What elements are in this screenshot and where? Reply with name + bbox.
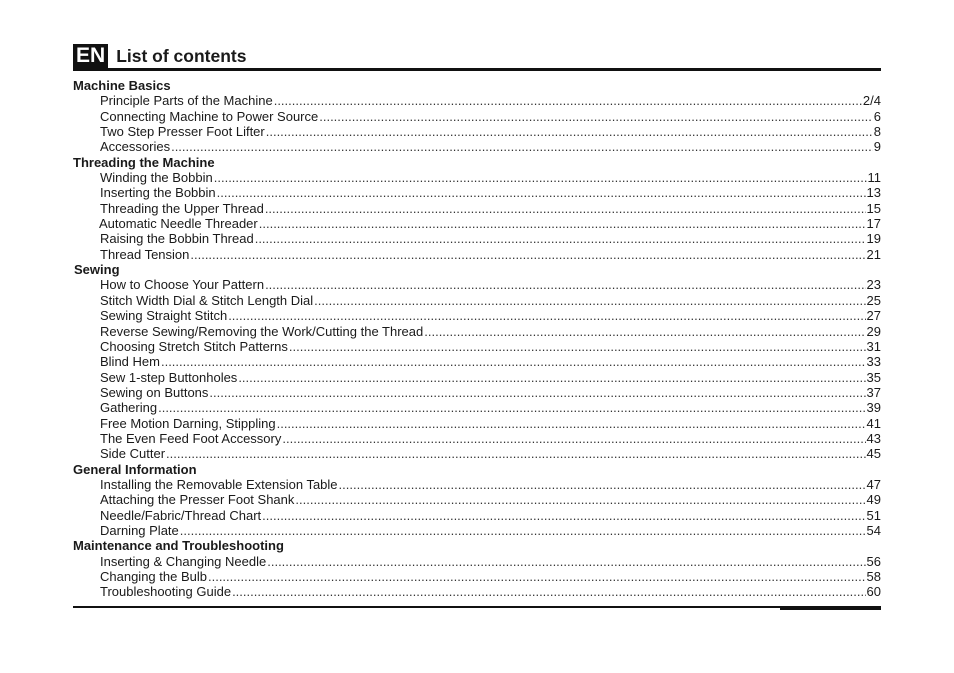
toc-entry[interactable] [73, 308, 881, 323]
dot-leader [339, 477, 866, 492]
toc-entry-title: How to Choose Your Pattern [100, 277, 265, 293]
dot-leader [274, 93, 862, 108]
toc-entry-title: Reverse Sewing/Removing the Work/Cutting the Thread [100, 323, 424, 339]
toc-entry-page: 60 [866, 584, 881, 600]
toc-entry-page: 19 [866, 231, 881, 247]
toc-entry-page: 27 [866, 308, 881, 324]
toc-entry[interactable] [73, 446, 881, 461]
toc-entry-title: Automatic Needle Threader [99, 216, 258, 232]
dot-leader [166, 446, 865, 461]
dot-leader [180, 523, 866, 538]
toc-entry-page: 47 [866, 476, 881, 492]
dot-leader [424, 324, 865, 339]
dot-leader [282, 431, 865, 446]
toc-entry-title: Attaching the Presser Foot Shank [100, 492, 295, 508]
toc-entry-page: 56 [866, 553, 881, 569]
toc-entry-title: The Even Feed Foot Accessory [100, 430, 282, 446]
toc-entry-title: Choosing Stretch Stitch Patterns [100, 338, 288, 354]
toc-entry-title: Side Cutter [100, 446, 166, 462]
toc-entry-title: Sewing Straight Stitch [100, 308, 228, 324]
toc-entry-title: Thread Tension [100, 246, 190, 262]
toc-entry-title: Stitch Width Dial & Stitch Length Dial [100, 292, 314, 308]
toc-entry-page: 11 [867, 170, 881, 186]
section-heading-general-information: General Information [73, 461, 197, 477]
toc-entry-page: 23 [866, 277, 881, 293]
toc-entry[interactable] [73, 231, 881, 246]
toc-entry[interactable] [73, 124, 881, 139]
toc-entry-page: 45 [866, 446, 881, 462]
toc-entry[interactable] [73, 554, 881, 569]
toc-entry-title: Inserting & Changing Needle [100, 553, 267, 569]
dot-leader [262, 508, 865, 523]
toc-entry[interactable] [73, 93, 881, 108]
toc-entry[interactable] [73, 354, 881, 369]
dot-leader [255, 231, 866, 246]
toc-entry-title: Free Motion Darning, Stippling [100, 415, 276, 431]
toc-entry-page: 13 [866, 185, 881, 201]
dot-leader [265, 201, 866, 216]
toc-entry-title: Two Step Presser Foot Lifter [100, 124, 265, 140]
toc-entry[interactable] [73, 492, 881, 507]
dot-leader [217, 185, 866, 200]
dot-leader [314, 293, 865, 308]
toc-entry[interactable] [73, 339, 881, 354]
dot-leader [171, 139, 873, 154]
dot-leader [228, 308, 865, 323]
toc-entry-page: 51 [866, 507, 881, 523]
toc-entry-title: Winding the Bobbin [100, 170, 213, 186]
toc-entry[interactable] [73, 523, 881, 538]
dot-leader [214, 170, 867, 185]
toc-entry-title: Installing the Removable Extension Table [100, 476, 338, 492]
toc-entry-page: 9 [873, 139, 881, 155]
page-title: List of contents [116, 46, 247, 66]
toc-entry-title: Sew 1-step Buttonholes [100, 369, 238, 385]
toc-entry[interactable] [73, 569, 881, 584]
toc-entry[interactable] [73, 400, 881, 415]
toc-entry-page: 8 [873, 124, 881, 140]
toc-entry-page: 17 [866, 216, 881, 232]
toc-entry-page: 15 [866, 200, 881, 216]
toc-entry-title: Darning Plate [100, 522, 179, 538]
toc-entry[interactable] [73, 170, 881, 185]
toc-entry[interactable] [73, 185, 881, 200]
dot-leader [265, 277, 865, 292]
toc-entry[interactable] [73, 201, 881, 216]
toc-entry-title: Principle Parts of the Machine [100, 93, 273, 109]
toc-entry[interactable] [73, 109, 881, 124]
toc-entry[interactable] [73, 293, 881, 308]
toc-entry-title: Inserting the Bobbin [100, 185, 216, 201]
toc-entry[interactable] [73, 324, 881, 339]
toc-entry-page: 25 [866, 292, 881, 308]
toc-entry-page: 43 [866, 430, 881, 446]
toc-entry[interactable] [73, 416, 881, 431]
toc-entry[interactable] [73, 247, 881, 262]
dot-leader [232, 584, 865, 599]
toc-entry-title: Needle/Fabric/Thread Chart [100, 507, 262, 523]
toc-entry[interactable] [73, 139, 881, 154]
dot-leader [259, 216, 866, 231]
toc-entry-title: Blind Hem [100, 354, 160, 370]
dot-leader [209, 385, 865, 400]
toc-entry-page: 49 [866, 492, 881, 508]
dot-leader [158, 400, 865, 415]
dot-leader [208, 569, 866, 584]
dot-leader [267, 554, 865, 569]
toc-entry[interactable] [73, 216, 881, 231]
toc-entry-title: Troubleshooting Guide [100, 584, 232, 600]
toc-entry-title: Threading the Upper Thread [100, 200, 264, 216]
toc-entry-title: Sewing on Buttons [100, 384, 209, 400]
footer-rule-accent [780, 606, 881, 610]
toc-entry[interactable] [73, 277, 881, 292]
toc-entry[interactable] [73, 508, 881, 523]
dot-leader [319, 109, 873, 124]
toc-entry-page: 54 [866, 522, 881, 538]
toc-entry-page: 31 [866, 338, 881, 354]
section-heading-sewing: Sewing [74, 262, 120, 278]
dot-leader [161, 354, 866, 369]
dot-leader [289, 339, 866, 354]
toc-entry[interactable] [73, 584, 881, 599]
footer-rule [73, 606, 881, 608]
page-header [73, 44, 881, 68]
toc-entry[interactable] [73, 370, 881, 385]
dot-leader [277, 416, 866, 431]
dot-leader [190, 247, 865, 262]
toc-entry-page: 6 [873, 108, 881, 124]
header-rule [73, 68, 881, 71]
toc-entry-page: 37 [866, 384, 881, 400]
toc-entry[interactable] [73, 477, 881, 492]
toc-entry-page: 58 [866, 569, 881, 584]
toc-entry-title: Accessories [100, 139, 171, 155]
toc-entry-title: Raising the Bobbin Thread [100, 231, 254, 247]
language-badge: EN [73, 44, 108, 68]
table-of-contents [73, 78, 881, 600]
toc-entry[interactable] [73, 431, 881, 446]
toc-entry-title: Changing the Bulb [100, 569, 207, 584]
toc-entry-title: Connecting Machine to Power Source [100, 108, 319, 124]
toc-entry-page: 2/4 [862, 93, 881, 109]
toc-entry-page: 35 [866, 369, 881, 385]
toc-entry-page: 29 [866, 323, 881, 339]
toc-entry-page: 33 [866, 354, 881, 370]
dot-leader [295, 492, 865, 507]
toc-entry[interactable] [73, 385, 881, 400]
toc-entry-page: 21 [866, 246, 881, 262]
toc-entry-page: 41 [866, 415, 881, 431]
dot-leader [266, 124, 873, 139]
toc-entry-title: Gathering [100, 400, 158, 416]
section-heading-machine-basics: Machine Basics [73, 78, 171, 93]
toc-entry-page: 39 [866, 400, 881, 416]
section-heading-maintenance: Maintenance and Troubleshooting [73, 538, 284, 554]
section-heading-threading: Threading the Machine [73, 154, 215, 170]
dot-leader [238, 370, 865, 385]
